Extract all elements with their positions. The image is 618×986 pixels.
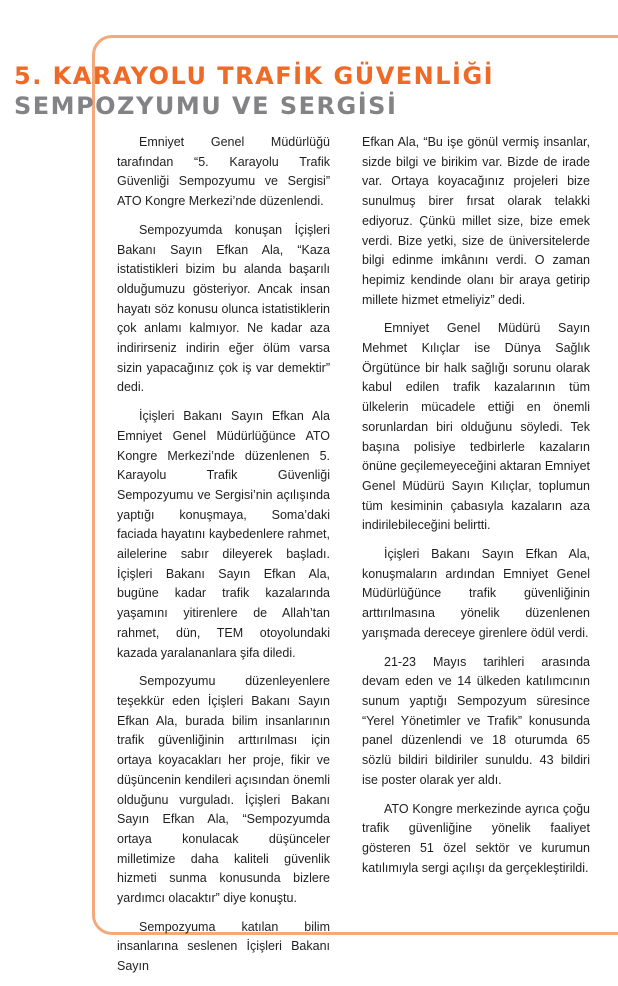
article-left-column xyxy=(117,133,330,986)
paragraph: ATO Kongre merkezinde ayrıca çoğu trafik güvenliğine yönelik faaliyet gösteren 51 özel sektör ve kurumun katılımıyla sergi açılışı da gerçekleştirildi. xyxy=(362,801,590,875)
paragraph: Sempozyuma katılan bilim insanlarına seslenen İçişleri Bakanı Sayın xyxy=(117,919,330,974)
paragraph: İçişleri Bakanı Sayın Efkan Ala Emniyet Genel Müdürlüğünce ATO Kongre Merkezi’nde düzenlenen 5. Karayolu Trafik Güvenliği Sempozyumu ve Sergisi’nin açılışında yaptığı konuşmaya, Soma’daki faciada hayatını kaybedenlere rahmet, ailelerine sabır dileyerek başladı. İçişleri Bakanı Sayın Efkan Ala, bugüne kadar trafik kazalarında yaşamını yitirenlere de Allah’tan rahmet, dün, TEM otoyolundaki kazada yaralananlara şifa diledi. xyxy=(117,409,330,660)
article-title: 5. KARAYOLU TRAFİK GÜVENLİĞİ xyxy=(14,62,495,90)
article-right-column xyxy=(362,133,590,887)
paragraph: Sempozyumda konuşan İçişleri Bakanı Sayın Efkan Ala, “Kaza istatistikleri bizim bu alanda başarılı olduğumuzu gösteriyor. Ancak insan hayatı söz konusu olunca istatistiklerin çok anlamı kalmıyor. Ne kadar aza indirirseniz indirin eğer ölüm varsa sizin yapacağınız çok iş var demektir” dedi. xyxy=(117,222,330,395)
paragraph: 21-23 Mayıs tarihleri arasında devam eden ve 14 ülkeden katılımcının sunum yaptığı Sempozyum süresince “Yerel Yönetimler ve Trafik” konusunda panel düzenlendi ve 18 oturumda 65 sözlü bildiri bildiriler sunuldu. 43 bildiri ise poster olarak yer aldı. xyxy=(362,654,590,787)
paragraph-continuation: Efkan Ala, “Bu işe gönül vermiş insanlar, sizde bilgi ve birikim var. Bizde de irade var. Ortaya koyacağınız projeleri bize sunulmuş birer fırsat olarak telakki ediyoruz. Çünkü millet size, bize emek verdi. Bize yetki, size de üniversitelerde bilgi edinme imkânını verdi. O zaman hepimiz kendinde olanı bir araya getirip millete hizmet etmeliyiz” dedi. xyxy=(362,135,590,307)
paragraph: Sempozyumu düzenleyenlere teşekkür eden İçişleri Bakanı Sayın Efkan Ala, burada bilim insanlarının trafik güvenliğinin arttırılması için ortaya koyacakları her proje, fikir ve düşüncenin kendileri açısından önemli olduğunu vurguladı. İçişleri Bakanı Sayın Efkan Ala, “Sempozyumda ortaya konulacak düşünceler milletimize daha kaliteli güvenlik hizmeti sunma konusunda bizlere yardımcı olacaktır” diye konuştu. xyxy=(117,674,330,906)
paragraph: İçişleri Bakanı Sayın Efkan Ala, konuşmaların ardından Emniyet Genel Müdürlüğünce trafik güvenliğinin arttırılmasına yönelik düzenlenen yarışmada dereceye girenlere ödül verdi. xyxy=(362,547,590,640)
article-subtitle: SEMPOZYUMU VE SERGİSİ xyxy=(14,92,398,120)
paragraph: Emniyet Genel Müdürlüğü tarafından “5. Karayolu Trafik Güvenliği Sempozyumu ve Sergisi” ATO Kongre Merkezi’nde düzenlendi. xyxy=(117,135,330,209)
paragraph: Emniyet Genel Müdürü Sayın Mehmet Kılıçlar ise Dünya Sağlık Örgütünce bir halk sağlığı sorunu olarak kabul edilen trafik kazalarının tüm ülkelerin mücadele ettiği en önemli sorunlardan biri olduğunu söyledi. Tek başına polisiye tedbirlerle kazaların önüne geçilemeyeceğini aktaran Emniyet Genel Müdürü Sayın Kılıçlar, toplumun tüm kesiminin çabasıyla kazaların aza indirilebileceğini belirtti. xyxy=(362,321,590,533)
